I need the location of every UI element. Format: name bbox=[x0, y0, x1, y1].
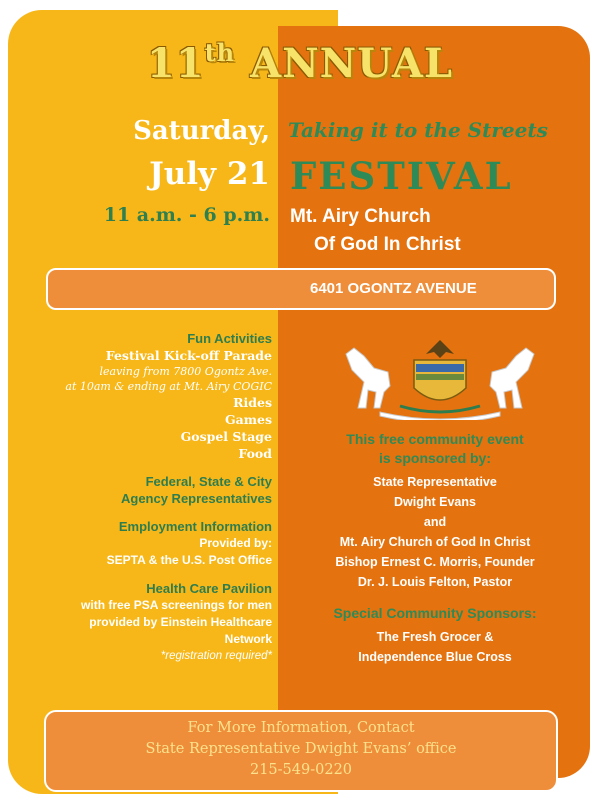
agency-line-1: Federal, State & City bbox=[145, 474, 272, 489]
special-sponsors-heading: Special Community Sponsors: bbox=[333, 605, 537, 621]
host-church-line-1: Mt. Airy Church bbox=[290, 206, 431, 227]
contact-footer bbox=[44, 710, 558, 792]
special-sponsor-1: The Fresh Grocer & bbox=[376, 630, 494, 644]
health-line-3: Network bbox=[224, 632, 272, 646]
sponsor-line-1: State Representative bbox=[373, 475, 497, 489]
activity-gospel-stage: Gospel Stage bbox=[180, 429, 272, 444]
event-address: 6401 OGONTZ AVENUE bbox=[310, 280, 477, 297]
festival-title: FESTIVAL bbox=[290, 154, 513, 198]
special-sponsor-2: Independence Blue Cross bbox=[358, 650, 512, 664]
sponsors-heading-2: is sponsored by: bbox=[378, 450, 492, 466]
activities-column bbox=[10, 330, 272, 664]
sponsors-column bbox=[290, 430, 580, 667]
employment-line-1: Provided by: bbox=[199, 536, 272, 550]
event-date: July 21 bbox=[149, 156, 270, 192]
contact-line-1: For More Information, Contact bbox=[187, 720, 415, 736]
activity-food: Food bbox=[238, 446, 272, 461]
contact-line-2: State Representative Dwight Evans’ office bbox=[145, 741, 457, 757]
event-day: Saturday, bbox=[133, 116, 270, 146]
sponsor-line-4: Mt. Airy Church of God In Christ bbox=[339, 535, 531, 549]
employment-line-2: SEPTA & the U.S. Post Office bbox=[106, 553, 272, 567]
health-line-2: provided by Einstein Healthcare bbox=[89, 615, 272, 629]
annual-heading: 11th ANNUAL bbox=[146, 38, 454, 87]
sponsor-line-5: Bishop Ernest C. Morris, Founder bbox=[335, 555, 535, 569]
contact-phone: 215-549-0220 bbox=[249, 762, 353, 778]
registration-note: *registration required* bbox=[160, 650, 272, 662]
agency-line-2: Agency Representatives bbox=[120, 491, 272, 506]
sponsor-line-6: Dr. J. Louis Felton, Pastor bbox=[357, 575, 513, 589]
event-hours: 11 a.m. - 6 p.m. bbox=[103, 204, 270, 226]
parade-detail-1: leaving from 7800 Ogontz Ave. bbox=[99, 365, 272, 378]
health-line-1: with free PSA screenings for men bbox=[81, 598, 272, 612]
sponsors-heading-1: This free community event bbox=[346, 431, 524, 447]
address-banner bbox=[46, 268, 556, 310]
parade-item: Festival Kick-off Parade bbox=[105, 348, 272, 363]
health-heading: Health Care Pavilion bbox=[146, 581, 272, 596]
host-church-line-2: Of God In Christ bbox=[314, 234, 461, 255]
activity-rides: Rides bbox=[233, 395, 272, 410]
sponsor-line-3: and bbox=[423, 515, 447, 529]
event-tagline: Taking it to the Streets bbox=[288, 118, 548, 142]
activities-heading: Fun Activities bbox=[187, 331, 272, 346]
sponsor-line-2: Dwight Evans bbox=[394, 495, 476, 509]
state-seal-emblem bbox=[330, 330, 550, 420]
employment-heading: Employment Information bbox=[118, 519, 272, 534]
parade-detail-2: at 10am & ending at Mt. Airy COGIC bbox=[65, 380, 272, 393]
activity-games: Games bbox=[225, 412, 272, 427]
